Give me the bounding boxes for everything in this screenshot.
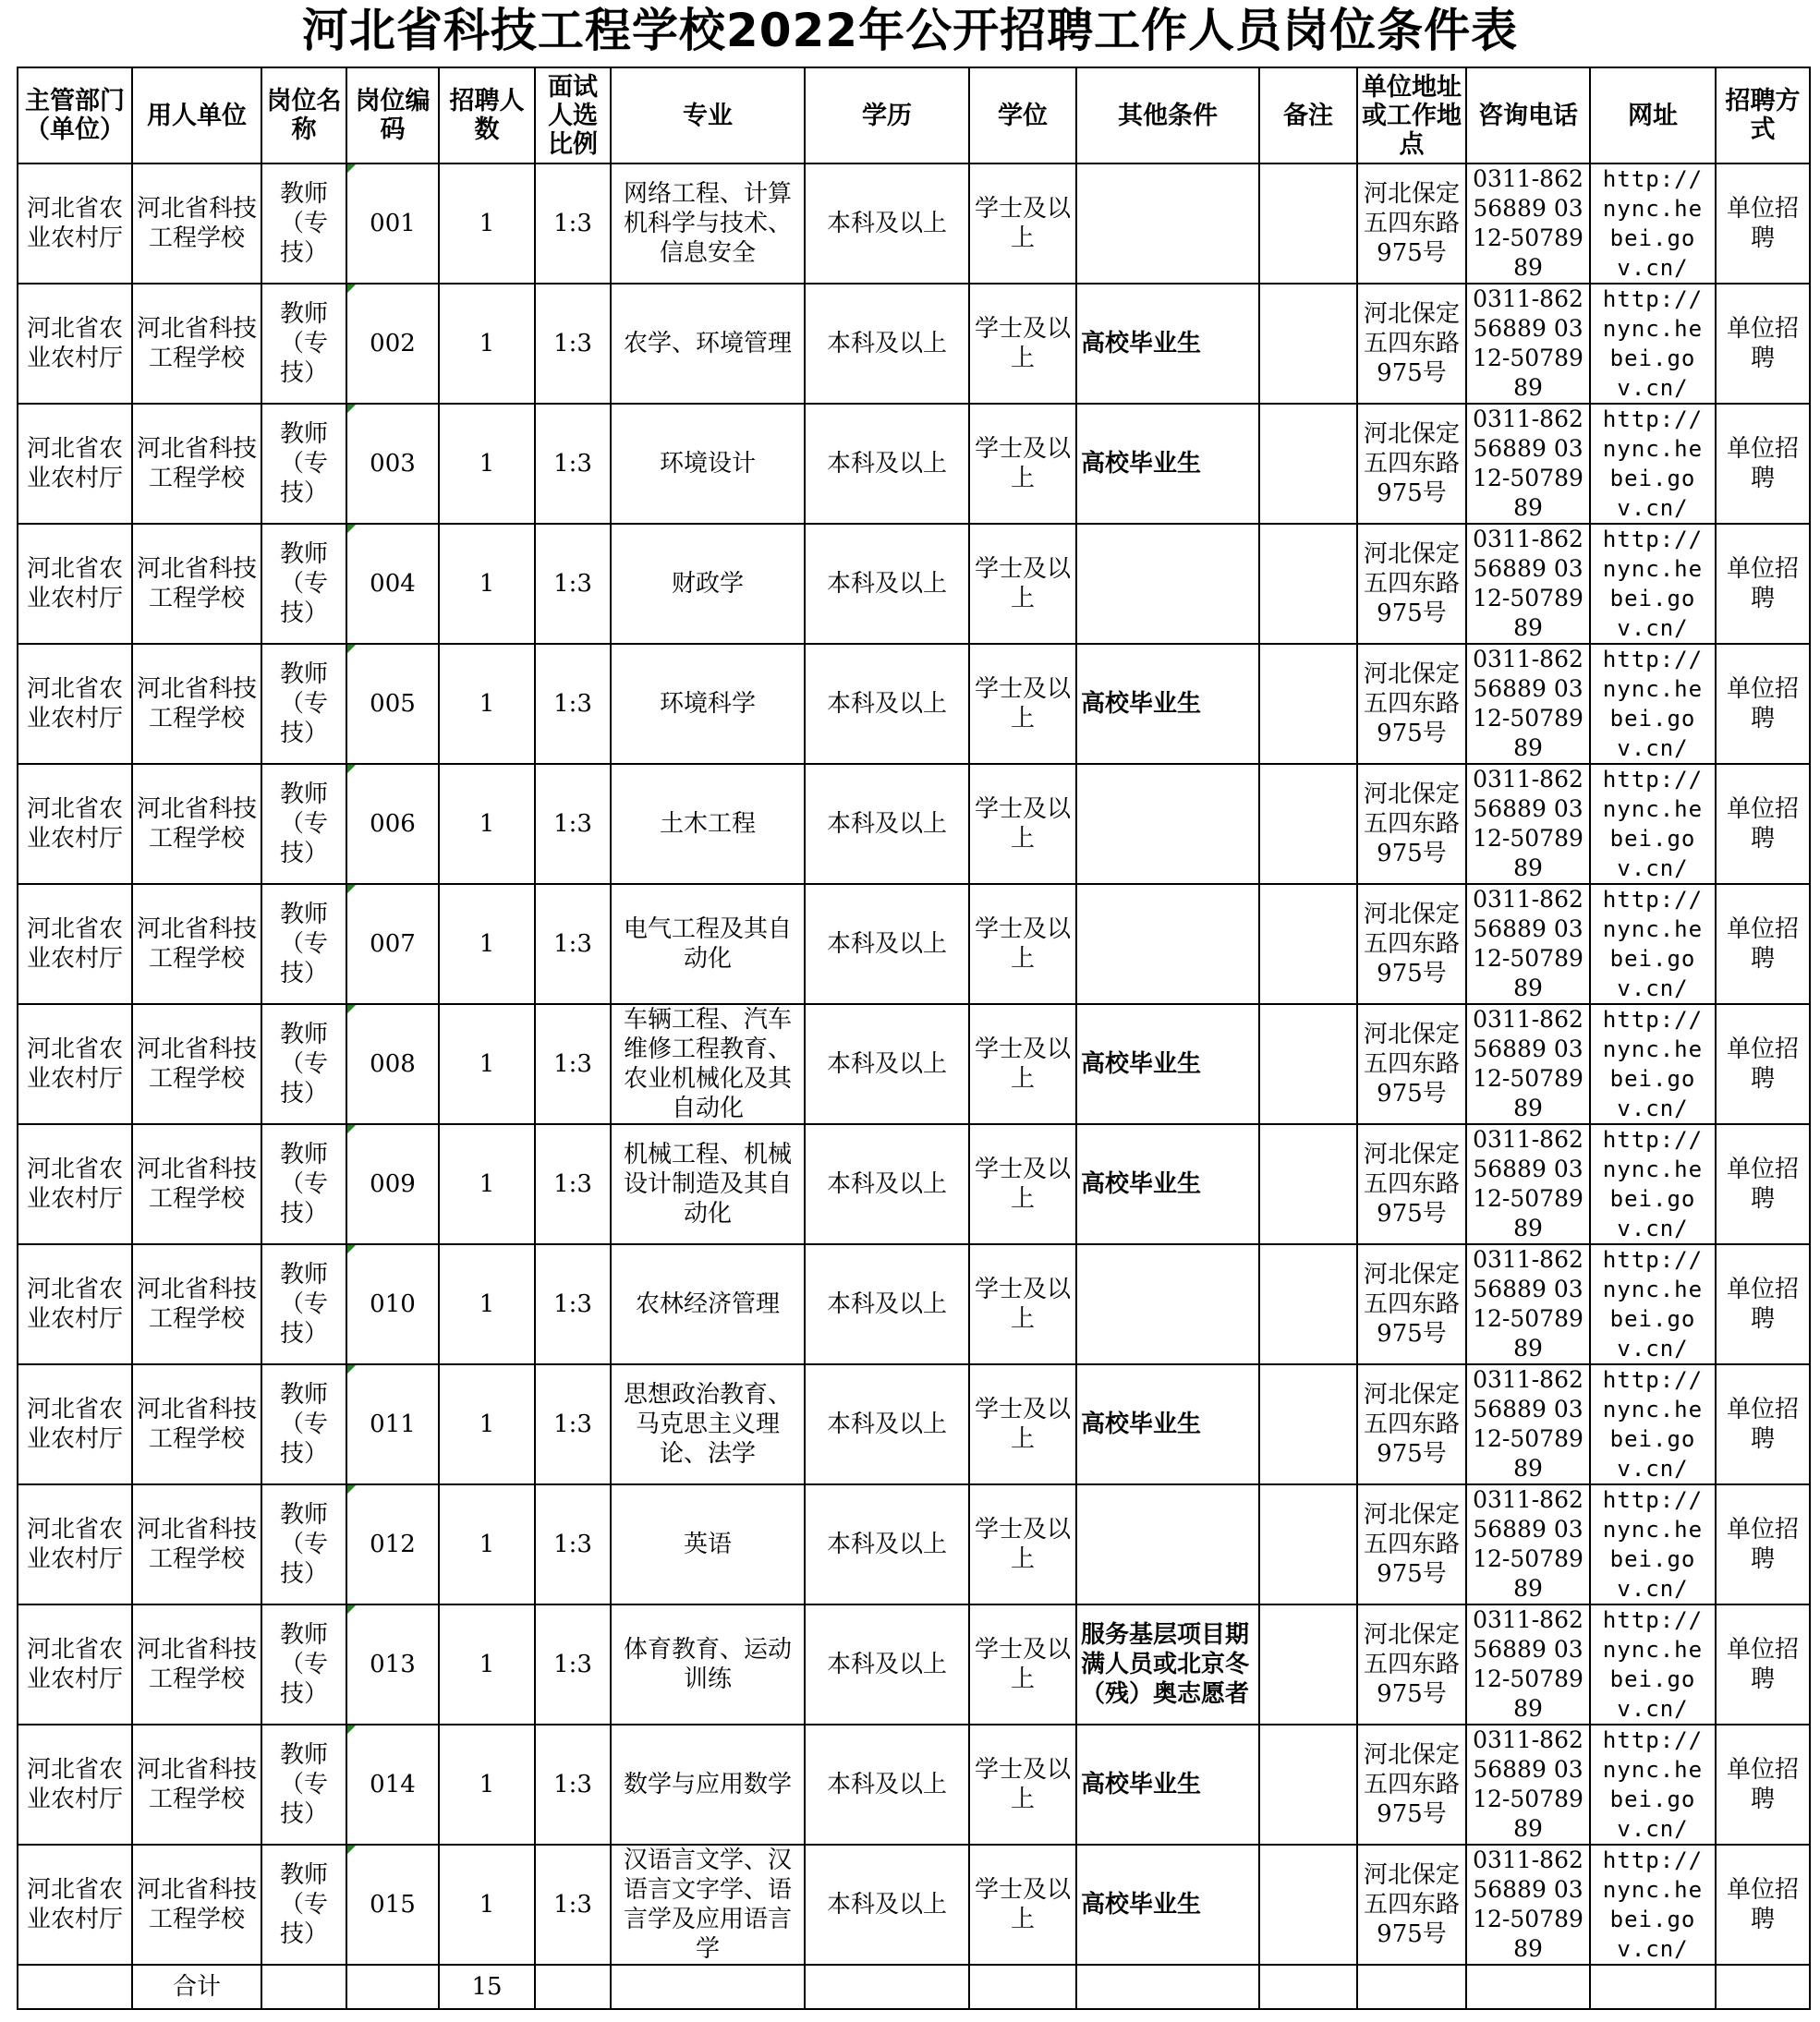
cell-url[interactable]: http://nync.hebei.gov.cn/ [1590,1004,1716,1124]
cell-addr: 河北保定五四东路975号 [1357,524,1466,644]
cell-code: 007 [346,884,439,1004]
cell-other: 高校毕业生 [1076,1124,1259,1244]
header-method: 招聘方式 [1716,67,1810,163]
cell-unit: 河北省科技工程学校 [132,1004,261,1124]
cell-dept: 河北省农业农村厅 [18,163,132,284]
cell-url[interactable]: http://nync.hebei.gov.cn/ [1590,644,1716,764]
total-blank [261,1965,346,2009]
cell-degree: 学士及以上 [969,1725,1076,1845]
cell-tel: 0311-86256889 0312-5078989 [1466,1124,1590,1244]
cell-code: 014 [346,1725,439,1845]
table-row [18,884,1810,1004]
cell-post: 教师（专技） [261,1845,346,1965]
cell-degree: 学士及以上 [969,163,1076,284]
cell-num: 1 [439,884,535,1004]
cell-url[interactable]: http://nync.hebei.gov.cn/ [1590,284,1716,404]
cell-method: 单位招聘 [1716,404,1810,524]
cell-dept: 河北省农业农村厅 [18,1364,132,1484]
cell-other [1076,1484,1259,1604]
cell-unit: 河北省科技工程学校 [132,404,261,524]
cell-post: 教师（专技） [261,1124,346,1244]
cell-ratio: 1:3 [535,1124,611,1244]
cell-other: 高校毕业生 [1076,1725,1259,1845]
cell-code: 002 [346,284,439,404]
cell-num: 1 [439,1244,535,1364]
header-major: 专业 [611,67,805,163]
cell-dept: 河北省农业农村厅 [18,1845,132,1965]
cell-note [1259,764,1357,884]
cell-note [1259,163,1357,284]
cell-method: 单位招聘 [1716,764,1810,884]
header-ratio: 面试人选比例 [535,67,611,163]
cell-major: 数学与应用数学 [611,1725,805,1845]
header-tel: 咨询电话 [1466,67,1590,163]
cell-ratio: 1:3 [535,1004,611,1124]
cell-degree: 学士及以上 [969,1124,1076,1244]
cell-degree: 学士及以上 [969,404,1076,524]
cell-major: 财政学 [611,524,805,644]
header-post: 岗位名称 [261,67,346,163]
cell-dept: 河北省农业农村厅 [18,764,132,884]
cell-degree: 学士及以上 [969,524,1076,644]
cell-url[interactable]: http://nync.hebei.gov.cn/ [1590,163,1716,284]
cell-ratio: 1:3 [535,404,611,524]
cell-other [1076,1244,1259,1364]
cell-degree: 学士及以上 [969,644,1076,764]
header-dept: 主管部门（单位） [18,67,132,163]
cell-url[interactable]: http://nync.hebei.gov.cn/ [1590,1845,1716,1965]
table-row [18,1604,1810,1725]
total-num: 15 [439,1965,535,2009]
cell-addr: 河北保定五四东路975号 [1357,163,1466,284]
cell-num: 1 [439,644,535,764]
cell-dept: 河北省农业农村厅 [18,524,132,644]
header-edu: 学历 [805,67,969,163]
total-blank [1076,1965,1259,2009]
cell-code: 011 [346,1364,439,1484]
table-row [18,524,1810,644]
table-row [18,404,1810,524]
cell-code: 004 [346,524,439,644]
cell-note [1259,1725,1357,1845]
cell-url[interactable]: http://nync.hebei.gov.cn/ [1590,1124,1716,1244]
header-degree: 学位 [969,67,1076,163]
cell-note [1259,884,1357,1004]
total-blank [969,1965,1076,2009]
cell-other [1076,524,1259,644]
cell-dept: 河北省农业农村厅 [18,1484,132,1604]
cell-code: 006 [346,764,439,884]
cell-ratio: 1:3 [535,524,611,644]
cell-major: 体育教育、运动训练 [611,1604,805,1725]
cell-code: 003 [346,404,439,524]
cell-addr: 河北保定五四东路975号 [1357,644,1466,764]
cell-unit: 河北省科技工程学校 [132,1604,261,1725]
cell-method: 单位招聘 [1716,1604,1810,1725]
cell-num: 1 [439,1484,535,1604]
table-row [18,1484,1810,1604]
table-row [18,764,1810,884]
cell-edu: 本科及以上 [805,1124,969,1244]
cell-major: 环境设计 [611,404,805,524]
cell-post: 教师（专技） [261,1604,346,1725]
table-row [18,1244,1810,1364]
cell-dept: 河北省农业农村厅 [18,1725,132,1845]
cell-num: 1 [439,524,535,644]
cell-ratio: 1:3 [535,1364,611,1484]
cell-note [1259,1604,1357,1725]
cell-note [1259,284,1357,404]
cell-tel: 0311-86256889 0312-5078989 [1466,404,1590,524]
cell-num: 1 [439,284,535,404]
cell-method: 单位招聘 [1716,1364,1810,1484]
cell-tel: 0311-86256889 0312-5078989 [1466,524,1590,644]
total-blank [346,1965,439,2009]
cell-num: 1 [439,1725,535,1845]
table-row [18,1845,1810,1965]
cell-post: 教师（专技） [261,644,346,764]
cell-major: 电气工程及其自动化 [611,884,805,1004]
header-addr: 单位地址或工作地点 [1357,67,1466,163]
cell-num: 1 [439,404,535,524]
cell-note [1259,1244,1357,1364]
cell-addr: 河北保定五四东路975号 [1357,1364,1466,1484]
cell-url[interactable]: http://nync.hebei.gov.cn/ [1590,404,1716,524]
cell-method: 单位招聘 [1716,1845,1810,1965]
cell-edu: 本科及以上 [805,404,969,524]
cell-other [1076,764,1259,884]
cell-addr: 河北保定五四东路975号 [1357,1604,1466,1725]
cell-unit: 河北省科技工程学校 [132,524,261,644]
cell-dept: 河北省农业农村厅 [18,404,132,524]
cell-post: 教师（专技） [261,524,346,644]
cell-addr: 河北保定五四东路975号 [1357,1124,1466,1244]
cell-edu: 本科及以上 [805,1244,969,1364]
page-title: 河北省科技工程学校2022年公开招聘工作人员岗位条件表 [301,4,1519,57]
cell-dept: 河北省农业农村厅 [18,644,132,764]
cell-dept: 河北省农业农村厅 [18,1004,132,1124]
cell-ratio: 1:3 [535,1244,611,1364]
cell-other [1076,163,1259,284]
cell-edu: 本科及以上 [805,764,969,884]
cell-tel: 0311-86256889 0312-5078989 [1466,764,1590,884]
cell-unit: 河北省科技工程学校 [132,284,261,404]
cell-tel: 0311-86256889 0312-5078989 [1466,1604,1590,1725]
total-blank [18,1965,132,2009]
cell-ratio: 1:3 [535,163,611,284]
cell-other: 高校毕业生 [1076,404,1259,524]
cell-other [1076,884,1259,1004]
cell-post: 教师（专技） [261,404,346,524]
cell-post: 教师（专技） [261,284,346,404]
cell-major: 思想政治教育、马克思主义理论、法学 [611,1364,805,1484]
cell-edu: 本科及以上 [805,524,969,644]
cell-dept: 河北省农业农村厅 [18,1244,132,1364]
table-header-row [18,67,1810,163]
cell-major: 农林经济管理 [611,1244,805,1364]
cell-edu: 本科及以上 [805,1604,969,1725]
cell-other: 高校毕业生 [1076,1845,1259,1965]
table-row [18,1725,1810,1845]
cell-dept: 河北省农业农村厅 [18,1604,132,1725]
cell-unit: 河北省科技工程学校 [132,764,261,884]
cell-method: 单位招聘 [1716,1124,1810,1244]
cell-code: 005 [346,644,439,764]
cell-post: 教师（专技） [261,884,346,1004]
cell-degree: 学士及以上 [969,884,1076,1004]
cell-url[interactable]: http://nync.hebei.gov.cn/ [1590,1244,1716,1364]
cell-degree: 学士及以上 [969,764,1076,884]
cell-url[interactable]: http://nync.hebei.gov.cn/ [1590,1364,1716,1484]
cell-ratio: 1:3 [535,1725,611,1845]
cell-method: 单位招聘 [1716,1484,1810,1604]
cell-code: 001 [346,163,439,284]
cell-num: 1 [439,1004,535,1124]
total-row [18,1965,1810,2009]
header-num: 招聘人数 [439,67,535,163]
cell-ratio: 1:3 [535,1484,611,1604]
header-other: 其他条件 [1076,67,1259,163]
cell-addr: 河北保定五四东路975号 [1357,764,1466,884]
cell-major: 土木工程 [611,764,805,884]
cell-url[interactable]: http://nync.hebei.gov.cn/ [1590,764,1716,884]
cell-dept: 河北省农业农村厅 [18,284,132,404]
cell-unit: 河北省科技工程学校 [132,884,261,1004]
cell-addr: 河北保定五四东路975号 [1357,1004,1466,1124]
cell-ratio: 1:3 [535,884,611,1004]
cell-unit: 河北省科技工程学校 [132,1484,261,1604]
cell-tel: 0311-86256889 0312-5078989 [1466,644,1590,764]
cell-note [1259,404,1357,524]
cell-code: 013 [346,1604,439,1725]
cell-edu: 本科及以上 [805,1845,969,1965]
total-blank [1590,1965,1716,2009]
total-blank [535,1965,611,2009]
cell-addr: 河北保定五四东路975号 [1357,404,1466,524]
cell-edu: 本科及以上 [805,163,969,284]
cell-num: 1 [439,1364,535,1484]
cell-tel: 0311-86256889 0312-5078989 [1466,163,1590,284]
cell-method: 单位招聘 [1716,284,1810,404]
cell-other: 高校毕业生 [1076,644,1259,764]
table-body [18,163,1810,2009]
table-row [18,644,1810,764]
cell-url[interactable]: http://nync.hebei.gov.cn/ [1590,1725,1716,1845]
cell-tel: 0311-86256889 0312-5078989 [1466,1244,1590,1364]
cell-note [1259,644,1357,764]
header-code: 岗位编码 [346,67,439,163]
cell-code: 008 [346,1004,439,1124]
cell-ratio: 1:3 [535,644,611,764]
cell-method: 单位招聘 [1716,163,1810,284]
cell-degree: 学士及以上 [969,1364,1076,1484]
cell-unit: 河北省科技工程学校 [132,1364,261,1484]
cell-url[interactable]: http://nync.hebei.gov.cn/ [1590,1604,1716,1725]
cell-degree: 学士及以上 [969,1845,1076,1965]
cell-ratio: 1:3 [535,284,611,404]
cell-degree: 学士及以上 [969,1004,1076,1124]
table-row [18,284,1810,404]
cell-method: 单位招聘 [1716,1725,1810,1845]
cell-other: 高校毕业生 [1076,1004,1259,1124]
table-row [18,1364,1810,1484]
cell-num: 1 [439,764,535,884]
cell-post: 教师（专技） [261,1244,346,1364]
cell-method: 单位招聘 [1716,644,1810,764]
cell-edu: 本科及以上 [805,884,969,1004]
cell-url[interactable]: http://nync.hebei.gov.cn/ [1590,884,1716,1004]
cell-tel: 0311-86256889 0312-5078989 [1466,284,1590,404]
cell-url[interactable]: http://nync.hebei.gov.cn/ [1590,524,1716,644]
cell-major: 机械工程、机械设计制造及其自动化 [611,1124,805,1244]
cell-method: 单位招聘 [1716,524,1810,644]
cell-post: 教师（专技） [261,1364,346,1484]
cell-unit: 河北省科技工程学校 [132,644,261,764]
cell-edu: 本科及以上 [805,1004,969,1124]
cell-url[interactable]: http://nync.hebei.gov.cn/ [1590,1484,1716,1604]
cell-post: 教师（专技） [261,1484,346,1604]
cell-post: 教师（专技） [261,1004,346,1124]
cell-edu: 本科及以上 [805,1364,969,1484]
cell-edu: 本科及以上 [805,644,969,764]
cell-degree: 学士及以上 [969,1484,1076,1604]
cell-addr: 河北保定五四东路975号 [1357,1725,1466,1845]
cell-addr: 河北保定五四东路975号 [1357,1845,1466,1965]
total-blank [1357,1965,1466,2009]
cell-post: 教师（专技） [261,1725,346,1845]
cell-addr: 河北保定五四东路975号 [1357,1244,1466,1364]
cell-other: 高校毕业生 [1076,284,1259,404]
cell-unit: 河北省科技工程学校 [132,1845,261,1965]
cell-tel: 0311-86256889 0312-5078989 [1466,1725,1590,1845]
table-row [18,163,1810,284]
header-note: 备注 [1259,67,1357,163]
cell-note [1259,524,1357,644]
cell-edu: 本科及以上 [805,1484,969,1604]
cell-num: 1 [439,1604,535,1725]
total-label: 合计 [132,1965,261,2009]
total-blank [1259,1965,1357,2009]
cell-tel: 0311-86256889 0312-5078989 [1466,1364,1590,1484]
cell-addr: 河北保定五四东路975号 [1357,1484,1466,1604]
cell-unit: 河北省科技工程学校 [132,1124,261,1244]
cell-major: 车辆工程、汽车维修工程教育、农业机械化及其自动化 [611,1004,805,1124]
cell-post: 教师（专技） [261,163,346,284]
total-blank [1716,1965,1810,2009]
cell-tel: 0311-86256889 0312-5078989 [1466,1004,1590,1124]
cell-degree: 学士及以上 [969,1604,1076,1725]
cell-edu: 本科及以上 [805,284,969,404]
cell-num: 1 [439,1124,535,1244]
cell-post: 教师（专技） [261,764,346,884]
cell-note [1259,1484,1357,1604]
positions-table [17,67,1811,2010]
cell-major: 汉语言文学、汉语言文字学、语言学及应用语言学 [611,1845,805,1965]
cell-ratio: 1:3 [535,1845,611,1965]
cell-unit: 河北省科技工程学校 [132,163,261,284]
cell-major: 农学、环境管理 [611,284,805,404]
cell-dept: 河北省农业农村厅 [18,1124,132,1244]
cell-code: 015 [346,1845,439,1965]
cell-other: 高校毕业生 [1076,1364,1259,1484]
cell-unit: 河北省科技工程学校 [132,1244,261,1364]
cell-code: 012 [346,1484,439,1604]
cell-note [1259,1845,1357,1965]
total-blank [1466,1965,1590,2009]
cell-major: 英语 [611,1484,805,1604]
cell-num: 1 [439,163,535,284]
cell-dept: 河北省农业农村厅 [18,884,132,1004]
cell-method: 单位招聘 [1716,1004,1810,1124]
table-row [18,1004,1810,1124]
cell-code: 009 [346,1124,439,1244]
header-unit: 用人单位 [132,67,261,163]
cell-edu: 本科及以上 [805,1725,969,1845]
cell-method: 单位招聘 [1716,884,1810,1004]
cell-major: 环境科学 [611,644,805,764]
cell-degree: 学士及以上 [969,1244,1076,1364]
cell-tel: 0311-86256889 0312-5078989 [1466,1484,1590,1604]
cell-tel: 0311-86256889 0312-5078989 [1466,884,1590,1004]
cell-other: 服务基层项目期满人员或北京冬（残）奥志愿者 [1076,1604,1259,1725]
cell-unit: 河北省科技工程学校 [132,1725,261,1845]
cell-code: 010 [346,1244,439,1364]
cell-tel: 0311-86256889 0312-5078989 [1466,1845,1590,1965]
cell-addr: 河北保定五四东路975号 [1357,284,1466,404]
cell-method: 单位招聘 [1716,1244,1810,1364]
total-blank [805,1965,969,2009]
cell-note [1259,1004,1357,1124]
total-blank [611,1965,805,2009]
cell-addr: 河北保定五四东路975号 [1357,884,1466,1004]
cell-ratio: 1:3 [535,764,611,884]
cell-num: 1 [439,1845,535,1965]
cell-ratio: 1:3 [535,1604,611,1725]
cell-note [1259,1124,1357,1244]
table-row [18,1124,1810,1244]
cell-degree: 学士及以上 [969,284,1076,404]
header-url: 网址 [1590,67,1716,163]
cell-note [1259,1364,1357,1484]
cell-major: 网络工程、计算机科学与技术、信息安全 [611,163,805,284]
